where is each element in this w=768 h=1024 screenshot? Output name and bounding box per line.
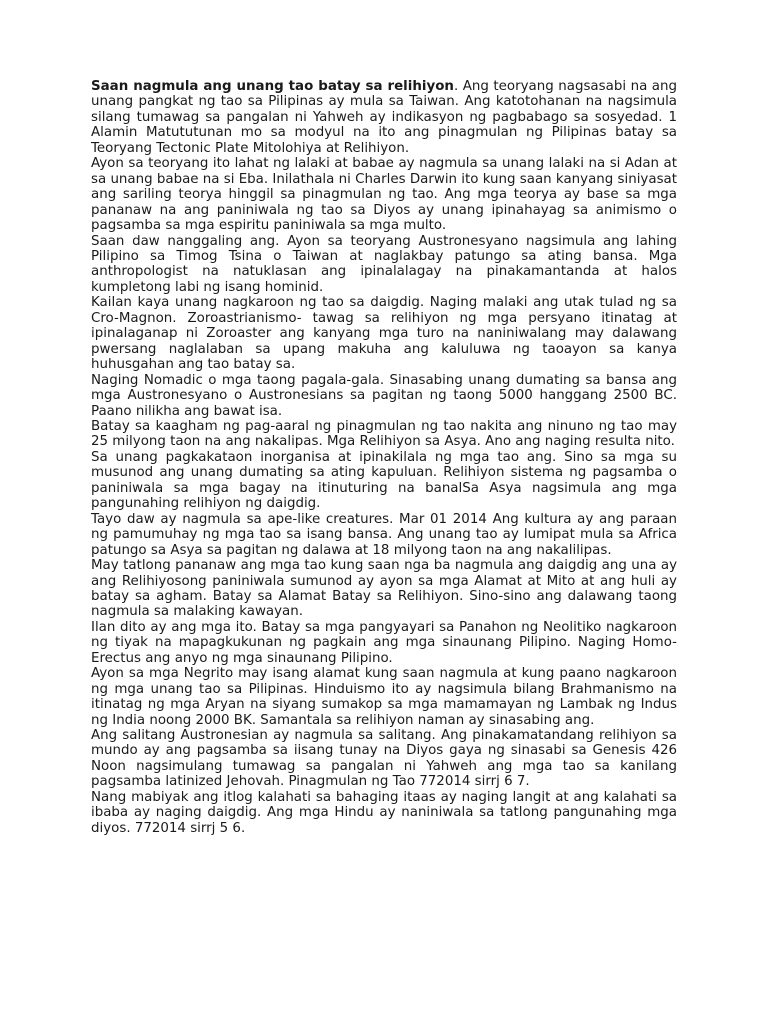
paragraph-6: Batay sa kaagham ng pag-aaral ng pinagmulan ng tao nakita ang ninuno ng tao may 25 milyong taon na ang nakalipas. Mga Relihiyon sa Asya. Ano ang naging resulta nito. — [91, 418, 677, 450]
paragraph-12: Ang salitang Austronesian ay nagmula sa salitang. Ang pinakamatandang relihiyon sa mundo ay ang pagsamba sa iisang tunay na Diyos gaya ng sinasabi sa Genesis 426 Noon nagsimulang tumawag sa pangalan ni Yahweh ang mga tao sa kanilang pagsamba latinized Jehovah. Pinagmulan ng Tao 772014 sirrj 6 7. — [91, 728, 677, 790]
paragraph-1-text: . Ang teoryang nagsasabi na ang unang pangkat ng tao sa Pilipinas ay mula sa Taiwan. Ang katotohanan na nagsimula silang tumawag sa pangalan ni Yahweh ay indikasyon ng pagbabago sa sosyedad. 1 Alamin Matututunan mo sa modyul na ito ang pinagmulan ng Pilipinas batay sa Teoryang Tectonic Plate Mitolohiya at Relihiyon. — [91, 79, 677, 156]
paragraph-5: Naging Nomadic o mga taong pagala-gala. Sinasabing unang dumating sa bansa ang mga Austronesyano o Austronesians sa pagitan ng taong 5000 hanggang 2500 BC. Paano nilikha ang bawat isa. — [91, 372, 677, 419]
paragraph-13: Nang mabiyak ang itlog kalahati sa bahaging itaas ay naging langit at ang kalahati sa ibaba ay naging daigdig. Ang mga Hindu ay naniniwala sa tatlong pangunahing mga diyos. 772014 sirrj 5 6. — [91, 789, 677, 836]
paragraph-11: Ayon sa mga Negrito may isang alamat kung saan nagmula at kung paano nagkaroon ng mga unang tao sa Pilipinas. Hinduismo ito ay nagsimula bilang Brahmanismo na itinatag ng mga Aryan na siyang sumakop sa mga mamamayan ng Lambak ng Indus ng India noong 2000 BK. Samantala sa relihiyon naman ay sinasabing ang. — [91, 666, 677, 728]
paragraph-1 — [91, 79, 677, 156]
lead-heading: Saan nagmula ang unang tao batay sa relihiyon — [91, 79, 454, 94]
paragraph-7: Sa unang pagkakataon inorganisa at ipinakilala ng mga tao ang. Sino sa mga su musunod ang unang dumating sa ating kapuluan. Relihiyon sistema ng pagsamba o paniniwala sa mga bagay na itinuturing na banalSa Asya nagsimula ang mga pangunahing relihiyon ng daigdig. — [91, 449, 677, 512]
paragraph-3: Saan daw nanggaling ang. Ayon sa teoryang Austronesyano nagsimula ang lahing Pilipino sa Timog Tsina o Taiwan at naglakbay patungo sa ating bansa. Mga anthropologist na natuklasan ang ipinalalagay na pinakamantanda at halos kumpletong labi ng isang hominid. — [91, 233, 677, 295]
paragraph-2: Ayon sa teoryang ito lahat ng lalaki at babae ay nagmula sa unang lalaki na si Adan at sa unang babae na si Eba. Inilathala ni Charles Darwin ito kung saan kanyang siniyasat ang sariling teorya hinggil sa pinagmulan ng tao. Ang mga teorya ay base sa mga pananaw na ang paniniwala ng tao sa Diyos ay unang ipinahayag sa animismo o pagsamba sa mga espiritu paniniwala sa mga multo. — [91, 156, 677, 234]
paragraph-8: Tayo daw ay nagmula sa ape-like creatures. Mar 01 2014 Ang kultura ay ang paraan ng pamumuhay ng mga tao sa isang bansa. Ang unang tao ay lumipat mula sa Africa patungo sa Asya sa pagitan ng dalawa at 18 milyong taon na ang nakalilipas. — [91, 511, 677, 558]
document-body — [91, 79, 677, 836]
paragraph-10: Ilan dito ay ang mga ito. Batay sa mga pangyayari sa Panahon ng Neolitiko nagkaroon ng tiyak na mapagkukunan ng pagkain ang mga sinaunang Pilipino. Naging Homo-Erectus ang anyo ng mga sinaunang Pilipino. — [91, 619, 677, 666]
paragraph-4: Kailan kaya unang nagkaroon ng tao sa daigdig. Naging malaki ang utak tulad ng sa Cro-Magnon. Zoroastrianismo- tawag sa relihiyon ng mga persyano itinatag at ipinalaganap ni Zoroaster ang kanyang mga turo na naniniwalang may dalawang pwersang naglalaban sa upang makuha ang kaluluwa ng taoayon sa kanya huhusgahan ang tao batay sa. — [91, 295, 677, 373]
paragraph-9: May tatlong pananaw ang mga tao kung saan nga ba nagmula ang daigdig ang una ay ang Relihiyosong paniniwala sumunod ay ayon sa mga Alamat at Mito at ang huli ay batay sa agham. Batay sa Alamat Batay sa Relihiyon. Sino-sino ang dalawang taong nagmula sa malaking kawayan. — [91, 558, 677, 620]
